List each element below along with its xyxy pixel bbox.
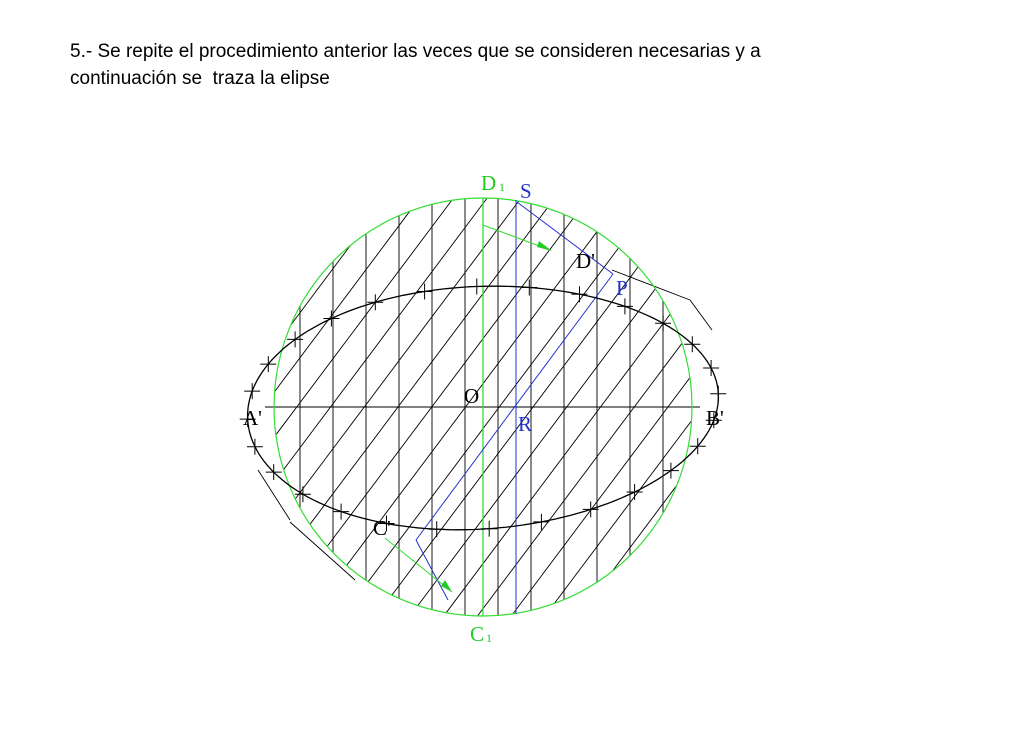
parallel-chord — [478, 343, 682, 616]
d1-label — [481, 171, 505, 195]
p-label: P — [616, 276, 628, 300]
r-label: R — [518, 412, 533, 436]
c1-label — [470, 622, 492, 646]
s-label: S — [520, 179, 532, 203]
d1-letter: D — [481, 171, 497, 195]
d1-subscript: 1 — [499, 180, 505, 194]
parallel-chord — [327, 218, 573, 546]
caption-line-2: continuación se traza la elipse — [70, 68, 330, 89]
parallel-chord — [310, 208, 547, 524]
parallel-chord — [418, 289, 656, 606]
o-label: O — [464, 384, 480, 408]
parallel-chord — [368, 248, 618, 582]
a-prime-label: A' — [243, 406, 262, 430]
parallel-chord — [446, 314, 670, 613]
parallel-chord — [295, 201, 518, 499]
b-prime-label: B' — [706, 406, 724, 430]
c1-subscript: 1 — [486, 631, 492, 645]
parallel-chord — [554, 421, 691, 604]
parallel-chord — [275, 211, 410, 391]
c-prime-label: C' — [373, 516, 391, 540]
parallel-chord — [284, 198, 488, 470]
parallel-chord — [392, 267, 638, 595]
d-prime-label: D' — [576, 249, 595, 273]
caption-line-1: 5.- Se repite el procedimiento anterior las veces que se consideren necesarias y a — [70, 41, 761, 62]
c1-letter: C — [470, 622, 485, 646]
outer-segment — [290, 522, 355, 580]
outer-segment — [690, 300, 712, 330]
